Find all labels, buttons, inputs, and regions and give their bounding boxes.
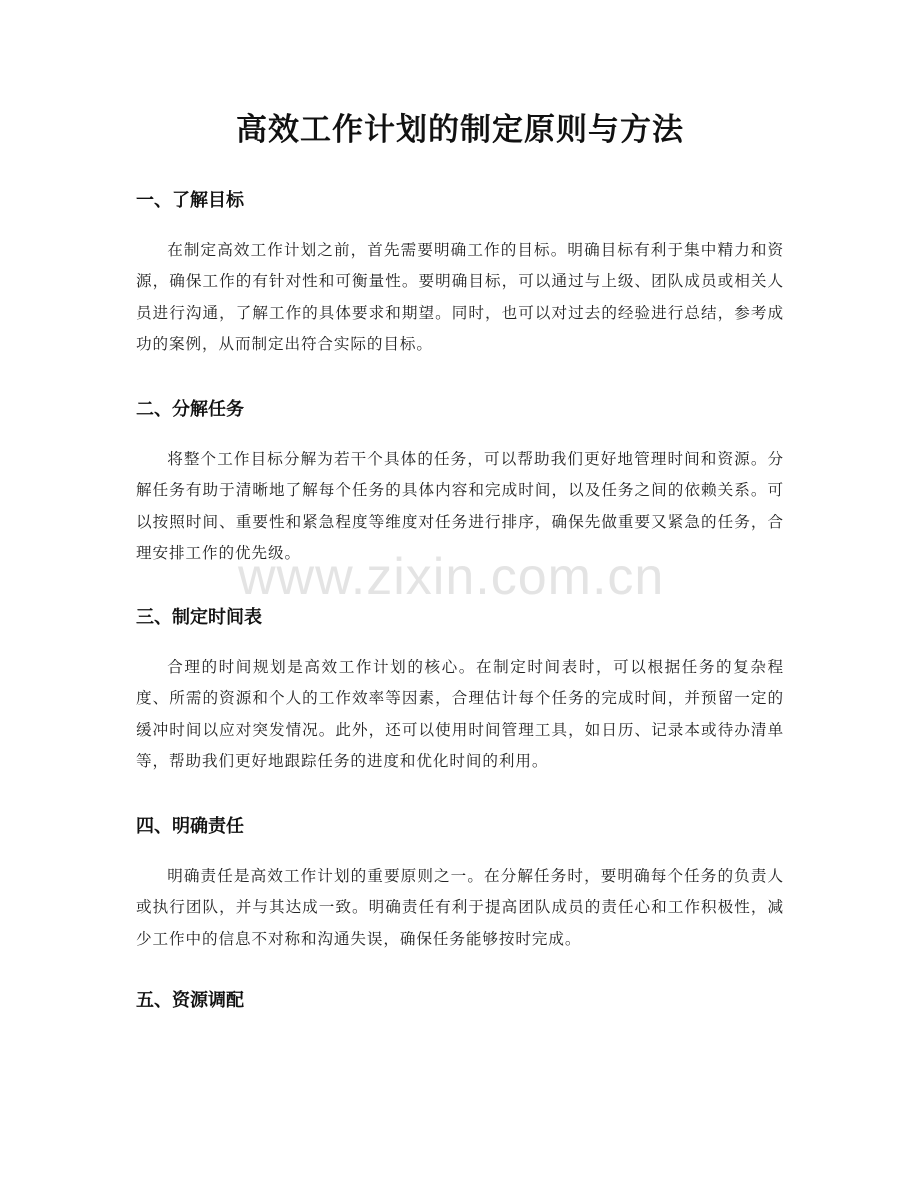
section-heading-1: 一、了解目标	[136, 190, 244, 211]
section-paragraph-3: 合理的时间规划是高效工作计划的核心。在制定时间表时，可以根据任务的复杂程度、所需的资源和个人的工作效率等因素，合理估计每个任务的完成时间，并预留一定的缓冲时间以应对突发情况。此外，还可以使用时间管理工具，如日历、记录本或待办清单等，帮助我们更好地跟踪任务的进度和优化时间的利用。	[136, 658, 784, 770]
section-paragraph-4: 明确责任是高效工作计划的重要原则之一。在分解任务时，要明确每个任务的负责人或执行团队，并与其达成一致。明确责任有利于提高团队成员的责任心和工作积极性，减少工作中的信息不对称和沟通失误，确保任务能够按时完成。	[136, 867, 784, 948]
section-heading-2: 二、分解任务	[136, 399, 244, 420]
section-heading-4: 四、明确责任	[136, 816, 244, 837]
section-paragraph-1: 在制定高效工作计划之前，首先需要明确工作的目标。明确目标有利于集中精力和资源，确保工作的有针对性和可衡量性。要明确目标，可以通过与上级、团队成员或相关人员进行沟通，了解工作的具体要求和期望。同时，也可以对过去的经验进行总结，参考成功的案例，从而制定出符合实际的目标。	[136, 241, 784, 353]
section-paragraph-2: 将整个工作目标分解为若干个具体的任务，可以帮助我们更好地管理时间和资源。分解任务有助于清晰地了解每个任务的具体内容和完成时间，以及任务之间的依赖关系。可以按照时间、重要性和紧急程度等维度对任务进行排序，确保先做重要又紧急的任务，合理安排工作的优先级。	[136, 450, 784, 562]
watermark-text: www.zixin.com.cn	[238, 548, 665, 606]
document-title: 高效工作计划的制定原则与方法	[236, 112, 684, 148]
section-heading-5: 五、资源调配	[136, 990, 244, 1011]
section-heading-3: 三、制定时间表	[136, 607, 262, 628]
